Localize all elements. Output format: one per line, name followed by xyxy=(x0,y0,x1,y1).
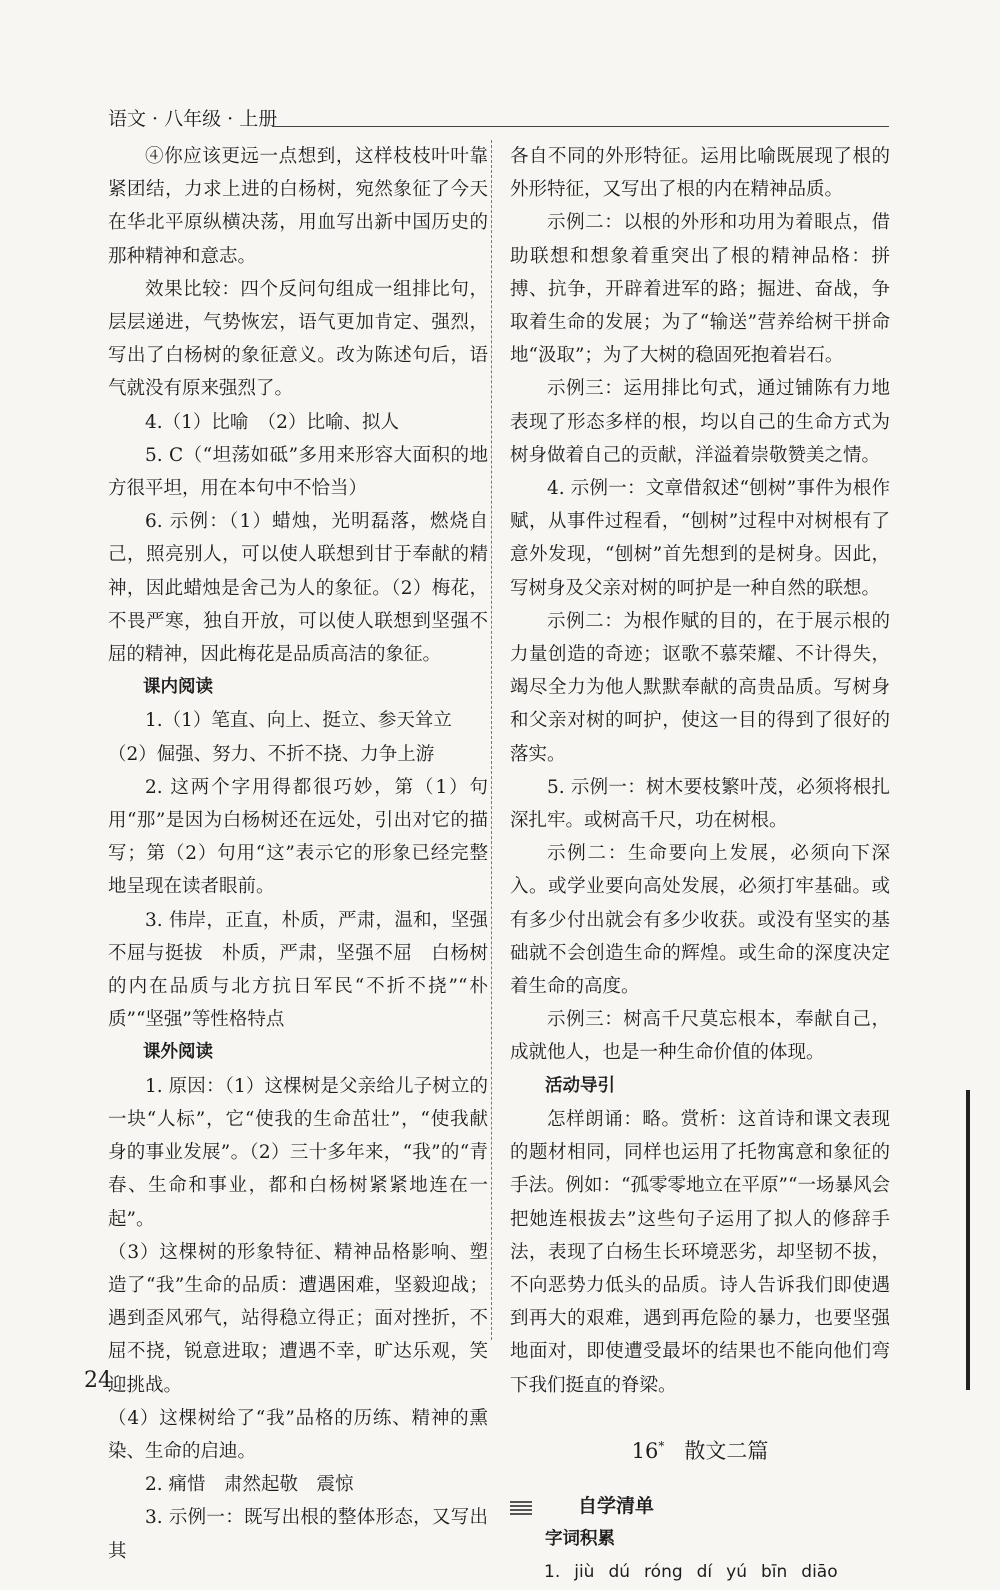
lesson-mark: * xyxy=(658,1438,665,1453)
left-column xyxy=(108,140,488,1568)
page-edge-bar xyxy=(966,1090,970,1390)
pinyin-row xyxy=(510,1556,890,1589)
paragraph: （4）这棵树给了“我”品格的历练、精神的熏染、生命的启迪。 xyxy=(108,1407,488,1462)
pinyin-word: róng xyxy=(644,1562,683,1583)
paragraph: 2. 痛惜 肃然起敬 震惊 xyxy=(145,1474,354,1496)
paragraph: 示例二：生命要向上发展，必须向下深入。或学业要向高处发展，必须打牢基础。或有多少付出就会有多少收获。或没有坚实的基础就不会创造生命的辉煌。或生命的深度决定着生命的高度。 xyxy=(510,843,890,998)
paragraph: 1. 原因：（1）这棵树是父亲给儿子树立的一块“人标”，它“使我的生命茁壮”，“使我献身的事业发展”。（2）三十多年来，“我”的“青春、生命和事业，都和白杨树紧紧地连在一起”。 xyxy=(108,1075,488,1230)
page-header: 语文 · 八年级 · 上册 xyxy=(108,108,278,130)
paragraph: 2. 这两个字用得都很巧妙，第（1）句用“那”是因为白杨树还在远处，引出对它的描写；第（2）句用“这”表示它的形象已经完整地呈现在读者眼前。 xyxy=(108,776,488,898)
paragraph: （3）这棵树的形象特征、精神品格影响、塑造了“我”生命的品质：遭遇困难，坚毅迎战；遇到歪风邪气，站得稳立得正；面对挫折，不屈不挠，锐意进取；遭遇不幸，旷达乐观，笑迎挑战。 xyxy=(108,1241,488,1396)
paragraph: 示例三：树高千尺莫忘根本，奉献自己，成就他人，也是一种生命价值的体现。 xyxy=(510,1009,890,1064)
right-column xyxy=(510,140,890,1590)
paragraph: 1.（1）笔直、向上、挺立、参天耸立 xyxy=(145,710,452,732)
paragraph: 各自不同的外形特征。运用比喻既展现了根的外形特征，又写出了根的内在精神品质。 xyxy=(510,146,890,201)
paragraph: 示例二：为根作赋的目的，在于展示根的力量创造的奇迹；讴歌不慕荣耀、不计得失，竭尽全力为他人默默奉献的高贵品质。写树身和父亲对树的呵护，使这一目的得到了很好的落实。 xyxy=(510,610,890,765)
paragraph: 怎样朗诵：略。赏析：这首诗和课文表现的题材相同，同样也运用了托物寓意和象征的手法。例如：“孤零零地立在平原”“一场暴风会把她连根拔去”这些句子运用了拟人的修辞手法，表现了白杨生长环境恶劣，却坚韧不拔，不向恶势力低头的品质。诗人告诉我们即使遇到再大的艰难，遇到再危险的暴力，也要坚强地面对，即使遭受最坏的结果也不能向他们弯下我们挺直的脊梁。 xyxy=(510,1108,890,1396)
paragraph: 效果比较：四个反问句组成一组排比句，层层递进，气势恢宏，语气更加肯定、强烈，写出了白杨树的象征意义。改为陈述句后，语气就没有原来强烈了。 xyxy=(108,278,488,400)
section-heading: 课内阅读 xyxy=(143,677,213,698)
paragraph: ④你应该更远一点想到，这样枝枝叶叶靠紧团结，力求上进的白杨树，宛然象征了今天在华北平原纵横决荡，用血写出新中国历史的那种精神和意志。 xyxy=(108,146,488,267)
paragraph: 示例二：以根的外形和功用为着眼点，借助联想和想象着重突出了根的精神品格：拼搏、抗争，开辟着进军的路；掘进、奋战，争取着生命的发展；为了“输送”营养给树干拼命地“汲取”；为了大树的稳固死抱着岩石。 xyxy=(510,212,890,367)
self-study-heading xyxy=(510,1490,890,1523)
paragraph: 示例三：运用排比句式，通过铺陈有力地表现了形态多样的根，均以自己的生命方式为树身做着自己的贡献，洋溢着崇敬赞美之情。 xyxy=(510,378,890,466)
header-rule xyxy=(272,126,889,127)
vocab-heading: 字词积累 xyxy=(545,1529,615,1550)
paragraph: 6. 示例：（1）蜡烛，光明磊落，燃烧自己，照亮别人，可以使人联想到甘于奉献的精神，因此蜡烛是舍己为人的象征。（2）梅花，不畏严寒，独自开放，可以使人联想到坚强不屈的精神，因此梅花是品质高洁的象征。 xyxy=(108,511,488,666)
heading-bar-icon xyxy=(510,1499,532,1515)
paragraph: 3. 示例一：既写出根的整体形态，又写出其 xyxy=(108,1507,488,1562)
section-heading: 课外阅读 xyxy=(143,1042,213,1063)
pinyin-word: 1. xyxy=(544,1562,561,1583)
pinyin-word: yú xyxy=(726,1562,747,1583)
paragraph: 4.（1）比喻 （2）比喻、拟人 xyxy=(145,411,399,433)
pinyin-word: jiù xyxy=(574,1562,595,1583)
section-heading: 活动导引 xyxy=(545,1075,615,1096)
self-study-label: 自学清单 xyxy=(578,1494,655,1517)
lesson-name: 散文二篇 xyxy=(684,1438,769,1463)
pinyin-word: diāo xyxy=(801,1562,838,1583)
pinyin-word: dí xyxy=(696,1562,713,1583)
pinyin-word: bīn xyxy=(761,1562,788,1583)
paragraph: 3. 伟岸，正直，朴质，严肃，温和，坚强不屈与挺拔 朴质，严肃，坚强不屈 白杨树的内在品质与北方抗日军民“不折不挠”“朴质”“坚强”等性格特点 xyxy=(108,909,488,1031)
pinyin-word: dú xyxy=(608,1562,631,1583)
lesson-title xyxy=(510,1430,890,1468)
paragraph: 5. 示例一：树木要枝繁叶茂，必须将根扎深扎牢。或树高千尺，功在树根。 xyxy=(510,776,890,832)
paragraph: 4. 示例一：文章借叙述“刨树”事件为根作赋，从事件过程看，“刨树”过程中对树根有了意外发现，“刨树”首先想到的是树身。因此，写树身及父亲对树的呵护是一种自然的联想。 xyxy=(510,478,890,599)
page-number: 24 xyxy=(84,1368,112,1393)
paragraph: （2）倔强、努力、不折不挠、力争上游 xyxy=(108,743,435,765)
column-divider xyxy=(491,140,492,1340)
lesson-number: 16 xyxy=(631,1438,659,1463)
paragraph: 5. C（“坦荡如砥”多用来形容大面积的地方很平坦，用在本句中不恰当） xyxy=(108,444,488,500)
right-column-text xyxy=(510,140,890,1402)
